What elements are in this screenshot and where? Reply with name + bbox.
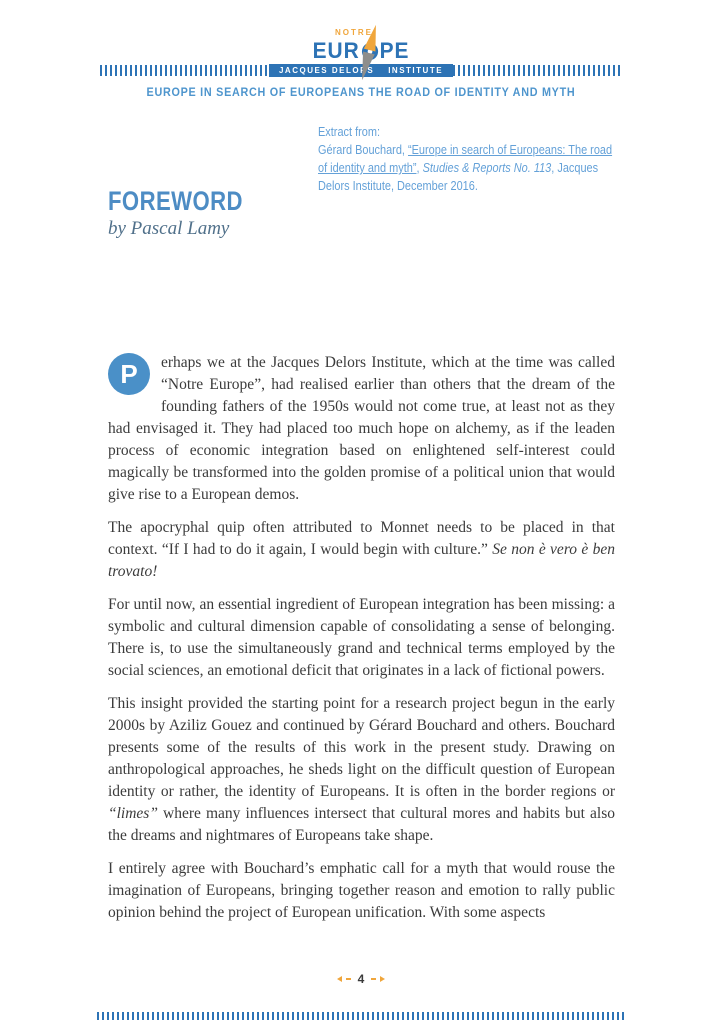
institute-band-label-right: INSTITUTE (388, 66, 444, 75)
foreword-title: FOREWORD (108, 186, 243, 216)
extract-label: Extract from: (318, 125, 380, 139)
paragraph-2-italic: Se non è vero è ben trovato! (108, 541, 615, 580)
paragraph-3 (108, 594, 615, 682)
paragraph-1 (108, 352, 615, 506)
paragraph-4-italic: “limes” (108, 805, 158, 822)
striped-rule-left (100, 65, 269, 76)
header-logo (0, 28, 722, 64)
logo-notre-label: NOTRE (335, 28, 373, 37)
citation-suffix: , Jacques Delors Institute, December 2016. (318, 161, 599, 193)
striped-rule-right (453, 65, 622, 76)
next-page-icon (380, 976, 385, 982)
logo-europe-left: EUR (312, 38, 360, 63)
paragraph-4-text: This insight provided the starting point for a research project begun in the early 2000s by Aziliz Gouez and continued by Gérard Bouchard and others. Bouchard presents some of the results of this work in the present study. Drawing on anthropological approaches, he sheds light on the difficult question of European identity or rather, the identity of Europeans. It is often in the border regions or (108, 695, 615, 800)
page-number: 4 (357, 972, 365, 986)
paragraph-2 (108, 517, 615, 583)
footer-pagination (0, 972, 722, 986)
prev-page-icon (337, 976, 342, 982)
logo-europe-right: PE (379, 38, 410, 63)
page-dash-left (346, 978, 351, 980)
paragraph-4-text-end: where many influences intersect that cultural mores and habits but also the dreams and nightmares of Europeans take shape. (108, 805, 615, 844)
bottom-striped-rule (97, 1012, 625, 1020)
body-content (108, 352, 615, 935)
institute-band-label-left: JACQUES DELORS (278, 66, 375, 75)
extract-block (318, 123, 623, 195)
page-header-title: EUROPE IN SEARCH OF EUROPEANS THE ROAD OF IDENTITY AND MYTH (146, 85, 576, 99)
author-byline: by Pascal Lamy (108, 218, 230, 239)
extract-citation (318, 141, 623, 195)
citation-separator: , (416, 161, 423, 175)
citation-link[interactable]: “Europe in search of Europeans: The road of identity and myth” (318, 143, 613, 175)
paragraph-2-text: The apocryphal quip often attributed to Monnet needs to be placed in that context. “If I had to do it again, I would begin with culture.” (108, 519, 615, 558)
paragraph-5-text: I entirely agree with Bouchard’s emphatic call for a myth that would rouse the imagination of Europeans, bringing together reason and emotion to rally public opinion behind the project of European unification. With some aspects (108, 860, 615, 921)
paragraph-5 (108, 858, 615, 924)
paragraph-1-text: erhaps we at the Jacques Delors Institute, which at the time was called “Notre Europe”, had realised earlier than others that the dream of the founding fathers of the 1950s would not come true, at least not as they had envisaged it. They had placed too much hope on alchemy, as if the leaden process of economic integration based on enlightened self-interest could magically be transformed into the golden promise of a political union that would give rise to a European demos. (108, 354, 615, 503)
page-dash-right (371, 978, 376, 980)
citation-series: Studies & Reports No. 113 (422, 161, 552, 175)
paragraph-4 (108, 693, 615, 847)
drop-cap: P (108, 353, 150, 395)
paragraph-3-text: For until now, an essential ingredient of European integration has been missing: a symbolic and cultural dimension capable of consolidating a sense of belonging. There is, to use the simultaneously grand and technical terms employed by the social sciences, an emotional deficit that originates in a lack of fictional powers. (108, 596, 615, 679)
citation-author: Gérard Bouchard, (318, 143, 408, 157)
